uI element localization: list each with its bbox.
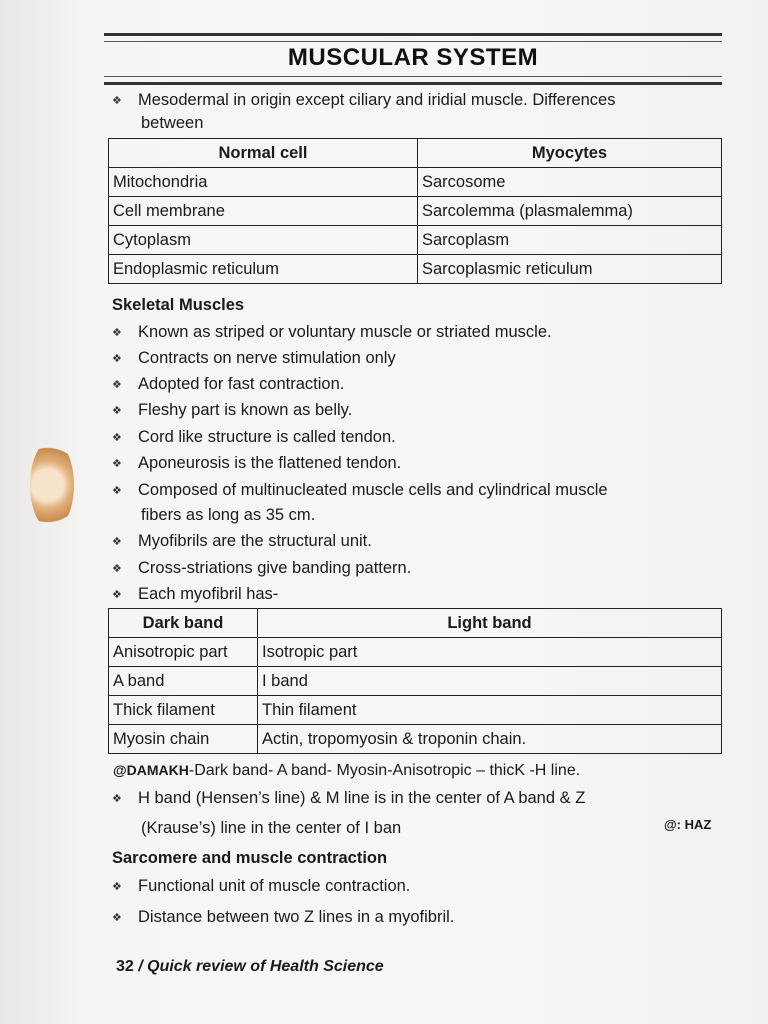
table-row [109,226,722,255]
dark-vs-light-band-table [108,608,722,754]
table-cell: Actin, tropomyosin & troponin chain. [258,725,722,754]
diamond-bullet-icon: ❖ [112,912,122,924]
table-cell: Isotropic part [258,638,722,667]
table-row [109,696,722,725]
diamond-bullet-icon: ❖ [112,353,122,365]
table-cell: Sarcoplasm [418,226,722,255]
list-item-continuation: (Krause’s) line in the center of I ban [141,819,402,837]
mnemonic-tag: @DAMAKH [113,762,189,778]
table-row [109,725,722,754]
table-row [109,638,722,667]
table-row [109,255,722,284]
skeletal-heading: Skeletal Muscles [112,296,245,314]
table-cell: Sarcolemma (plasmalemma) [418,197,722,226]
table-cell: Thick filament [109,696,258,725]
table-cell: Sarcoplasmic reticulum [418,255,722,284]
table-cell: Sarcosome [418,168,722,197]
title-rule-top [104,33,722,42]
table-row [109,168,722,197]
list-item: ❖ Contracts on nerve stimulation only [112,346,396,371]
list-item: ❖ Functional unit of muscle contraction. [112,874,410,899]
list-item: ❖ Fleshy part is known as belly. [112,398,352,423]
diamond-bullet-icon: ❖ [112,327,122,339]
binder-ring-decoration [30,440,74,530]
table-row [109,667,722,696]
page-number: 32 [116,958,134,975]
diamond-bullet-icon: ❖ [112,95,122,107]
list-item: ❖ Each myofibril has- [112,582,278,607]
diamond-bullet-icon: ❖ [112,379,122,391]
list-item: ❖ Distance between two Z lines in a myofibril. [112,905,454,930]
list-item: ❖ Known as striped or voluntary muscle or striated muscle. [112,320,552,345]
table-header-row [109,609,722,638]
mnemonic-text: -Dark band- A band- Myosin-Anisotropic – thicK -H line. [188,762,581,779]
list-item: ❖ Cord like structure is called tendon. [112,425,396,450]
mnemonic-line [113,762,580,780]
list-item: ❖ Myofibrils are the structural unit. [112,529,372,554]
table-row [109,197,722,226]
table-cell: I band [258,667,722,696]
sarcomere-heading: Sarcomere and muscle contraction [112,849,388,867]
diamond-bullet-icon: ❖ [112,485,122,497]
table-cell: Cell membrane [109,197,418,226]
diamond-bullet-icon: ❖ [112,432,122,444]
diamond-bullet-icon: ❖ [112,536,122,548]
diamond-bullet-icon: ❖ [112,881,122,893]
table-cell: Mitochondria [109,168,418,197]
page-footer [116,958,384,976]
diamond-bullet-icon: ❖ [112,458,122,470]
list-item: ❖ H band (Hensen’s line) & M line is in the center of A band & Z [112,786,722,811]
table-cell: Endoplasmic reticulum [109,255,418,284]
list-item: ❖ Composed of multinucleated muscle cells and cylindrical muscle [112,478,724,503]
page-title: MUSCULAR SYSTEM [287,44,539,71]
table-cell: Thin filament [258,696,722,725]
table-cell: A band [109,667,258,696]
table-header: Light band [258,609,722,638]
diamond-bullet-icon: ❖ [112,793,122,805]
table-header: Dark band [109,609,258,638]
diamond-bullet-icon: ❖ [112,563,122,575]
list-item-continuation: fibers as long as 35 cm. [141,506,316,524]
title-rule-bottom [104,76,722,85]
table-cell: Anisotropic part [109,638,258,667]
diamond-bullet-icon: ❖ [112,589,122,601]
list-item: ❖ Aponeurosis is the flattened tendon. [112,451,401,476]
table-header-row [109,139,722,168]
intro-line1: Mesodermal in origin except ciliary and iridial muscle. Differences [138,91,616,109]
list-item: ❖ Adopted for fast contraction. [112,372,344,397]
normal-vs-myocyte-table [108,138,722,284]
intro-bullet [112,88,615,113]
list-item: ❖ Cross-striations give banding pattern. [112,556,411,581]
table-header: Normal cell [109,139,418,168]
intro-line2: between [141,114,204,132]
footer-text: / Quick review of Health Science [133,958,384,975]
table-cell: Myosin chain [109,725,258,754]
table-header: Myocytes [418,139,722,168]
table-cell: Cytoplasm [109,226,418,255]
author-handle: @: HAZ [664,817,712,832]
diamond-bullet-icon: ❖ [112,405,122,417]
